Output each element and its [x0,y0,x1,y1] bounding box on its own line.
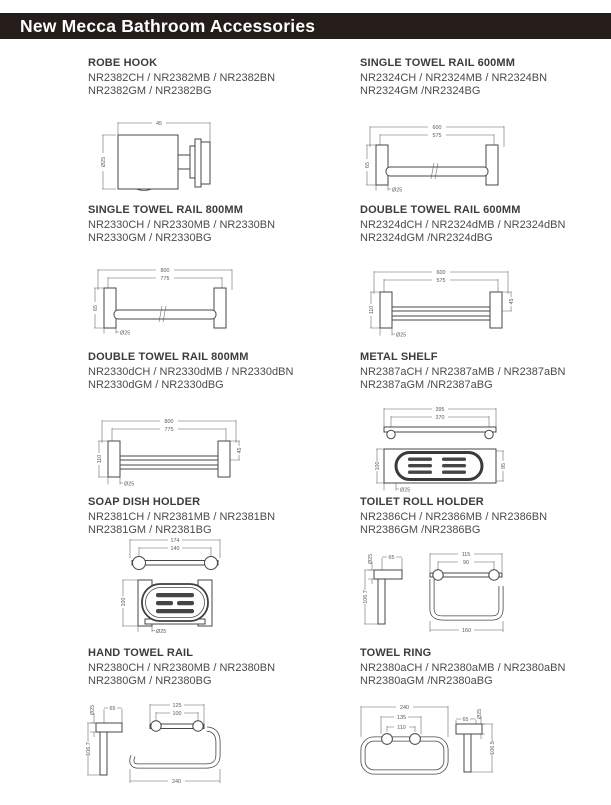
soap-dish-front-view [132,557,218,570]
dim-side-dia: Ø25 [90,704,96,716]
codes-line-1: NR2380aCH / NR2380aMB / NR2380aBN [360,661,566,674]
product-cell-towel-ring [360,647,611,805]
dim-inner: 90 [463,560,469,566]
product-name: TOWEL RING [360,647,432,659]
codes-line-2: NR2324dGM /NR2324dBG [360,232,493,244]
product-codes [88,219,358,246]
dim-right-depth: 95 [500,463,507,469]
codes-line-2: NR2330dGM / NR2330dBG [88,379,224,391]
single-rail-800-drawing [90,264,240,338]
product-cell-metal-shelf [360,351,611,494]
dim-side-height: 106.5 [489,741,496,755]
side-view [86,705,122,775]
dim-dia: Ø25 [156,628,167,635]
product-codes [88,72,358,99]
codes-line-1: NR2382CH / NR2382MB / NR2382BN [88,71,276,84]
dim-width: 240 [172,779,181,785]
toilet-roll-holder-drawing [362,548,510,640]
dim-outer: 800 [164,419,174,425]
page-title: New Mecca Bathroom Accessories [20,16,316,36]
double-rail-800-drawing [94,415,244,489]
dim-inner: 140 [170,546,180,552]
codes-line-2: NR2330GM / NR2330BG [88,232,212,244]
metal-shelf-drawing [372,403,512,497]
codes-line-2: NR2380GM / NR2380BG [88,675,212,687]
rail-body [380,292,502,328]
dim-dia: Ø25 [400,487,411,494]
dim-height: 65 [364,162,371,168]
dim-height: 65 [92,305,99,311]
front-view [130,703,220,785]
product-name: DOUBLE TOWEL RAIL 800MM [88,351,249,363]
product-name: SINGLE TOWEL RAIL 600MM [360,57,516,69]
dim-side-dia: Ø25 [368,553,374,565]
dim-side-height: 106.7 [362,590,369,604]
side-view [456,709,496,772]
dim-inner: 370 [435,415,445,421]
rail-body [108,441,230,477]
dim-inner: 575 [432,133,442,139]
dim-mid: 135 [397,715,406,721]
dim-outer: 115 [461,552,471,558]
product-codes [360,662,611,689]
dim-outer: 800 [160,268,170,274]
codes-line-1: NR2330dCH / NR2330dMB / NR2330dBN [88,365,294,378]
shelf-top-view [384,449,496,483]
dim-right-height: 45 [236,447,243,454]
product-cell-robe-hook [88,57,358,203]
rail-body [104,288,226,328]
product-codes [88,662,358,689]
dim-outer: 600 [432,125,442,131]
shelf-front-view [384,427,496,439]
dim-dia: Ø25 [120,330,131,337]
product-cell-single-rail-800 [88,204,358,350]
product-codes [360,219,611,246]
dim-outer: 240 [400,705,409,711]
page-title-bar [0,13,611,39]
dim-inner: 100 [172,711,182,717]
product-cell-toilet-roll-holder [360,496,611,647]
dim-depth: 100 [120,597,127,607]
product-name: ROBE HOOK [88,57,158,69]
dim-side-len: 65 [388,554,395,561]
codes-line-1: NR2386CH / NR2386MB / NR2386BN [360,510,548,523]
dim-inner: 110 [397,725,406,731]
dim-left-height: 110 [368,305,375,315]
dim-dia: Ø25 [100,156,107,168]
dim-right-height: 45 [508,298,515,305]
product-codes [360,72,611,99]
codes-line-1: NR2381CH / NR2381MB / NR2381BN [88,510,276,523]
codes-line-1: NR2330CH / NR2330MB / NR2330BN [88,218,276,231]
dim-inner: 575 [436,278,446,284]
dim-side-dia: Ø25 [477,708,483,720]
product-cell-double-rail-600 [360,204,611,350]
dim-side-len: 65 [462,716,469,723]
single-rail-600-drawing [362,121,512,195]
dim-outer: 600 [436,270,446,276]
codes-line-2: NR2387aGM /NR2387aBG [360,379,493,391]
product-name: HAND TOWEL RAIL [88,647,194,659]
codes-line-2: NR2386GM /NR2386BG [360,524,481,536]
double-rail-600-drawing [366,266,516,340]
dim-outer: 125 [172,703,182,709]
dim-length: 45 [156,121,162,127]
front-view [430,552,503,634]
dim-left-depth: 100 [374,461,381,471]
dim-dia: Ø25 [392,187,403,194]
product-name: SINGLE TOWEL RAIL 800MM [88,204,244,216]
dim-side-height: 106.7 [86,742,92,756]
dim-left-height: 110 [96,454,103,464]
codes-line-2: NR2380aGM /NR2380aBG [360,675,493,687]
product-name: DOUBLE TOWEL RAIL 600MM [360,204,521,216]
soap-dish-drawing [112,534,237,636]
product-codes [360,366,611,393]
robe-hook-drawing [98,117,218,195]
product-cell-single-rail-600 [360,57,611,203]
rail-body [376,145,498,185]
product-name: TOILET ROLL HOLDER [360,496,484,508]
codes-line-1: NR2324dCH / NR2324dMB / NR2324dBN [360,218,566,231]
front-view [361,705,448,772]
product-codes [88,366,358,393]
towel-ring-drawing [360,701,505,793]
product-name: METAL SHELF [360,351,438,363]
soap-dish-top-view [138,580,212,626]
dim-dia: Ø25 [124,481,135,488]
dim-outer: 174 [170,538,180,544]
product-cell-soap-dish [88,496,358,647]
codes-line-1: NR2324CH / NR2324MB / NR2324BN [360,71,548,84]
dim-dia: Ø25 [396,332,407,339]
dim-side-len: 65 [109,705,116,712]
dim-outer: 395 [435,407,445,413]
codes-line-2: NR2381GM / NR2381BG [88,524,212,536]
side-view [363,554,402,624]
product-cell-double-rail-800 [88,351,358,494]
codes-line-1: NR2380CH / NR2380MB / NR2380BN [88,661,276,674]
product-codes [360,511,611,538]
codes-line-2: NR2382GM / NR2382BG [88,85,212,97]
robe-hook-body [118,135,210,191]
hand-towel-rail-drawing [86,699,236,791]
product-cell-hand-towel-rail [88,647,358,805]
dim-inner: 775 [164,427,174,433]
codes-line-1: NR2387aCH / NR2387aMB / NR2387aBN [360,365,566,378]
dim-inner: 775 [160,276,170,282]
codes-line-2: NR2324GM /NR2324BG [360,85,481,97]
dim-width: 160 [462,628,471,634]
product-name: SOAP DISH HOLDER [88,496,201,508]
